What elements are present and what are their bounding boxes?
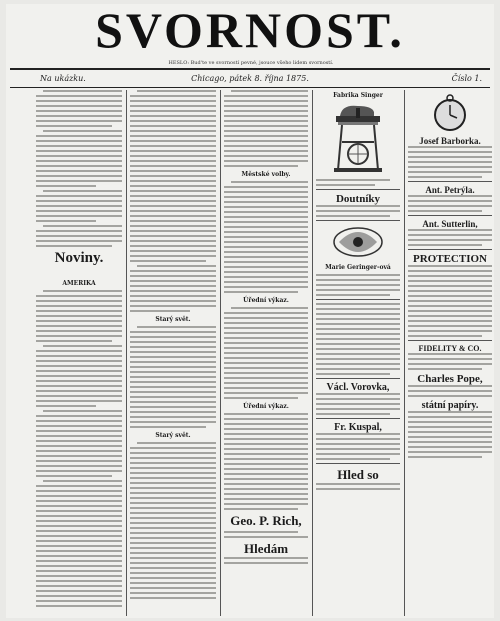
ad-text <box>408 195 492 212</box>
ad-vaclav: Václ. Vorovka, <box>326 382 390 393</box>
ad-papers: státní papíry. <box>421 400 479 411</box>
ad-barborka: Josef Barborka. <box>419 136 481 146</box>
column-1 <box>36 90 122 616</box>
ad-text <box>408 146 492 178</box>
ad-petryla: Ant. Petrýla. <box>425 185 475 195</box>
sewing-machine-illustration <box>328 102 388 176</box>
ad-text <box>316 179 400 186</box>
ad-text <box>408 411 492 458</box>
article-text <box>224 181 308 293</box>
headline-vykaz: Úřední výkaz. <box>243 297 289 304</box>
column-2 <box>130 90 216 616</box>
dateline-rule <box>10 87 490 88</box>
ad-fidelity: FIDELITY & CO. <box>418 344 482 353</box>
column-divider <box>312 90 313 616</box>
ad-text <box>224 557 308 564</box>
issue-label: Na ukázku. <box>40 74 86 83</box>
column-3 <box>224 90 308 616</box>
article-text <box>36 90 122 247</box>
article-text <box>130 90 216 312</box>
column-divider <box>220 90 221 616</box>
ad-mostar: Marie Geringer-ová <box>325 264 391 271</box>
clock-illustration <box>430 93 470 133</box>
column-divider <box>126 90 127 616</box>
masthead-rule <box>10 68 490 70</box>
ad-kuspal: Fr. Kuspal, <box>334 422 382 433</box>
section-noviny: Noviny. <box>54 250 104 266</box>
article-text <box>224 307 308 399</box>
ad-rich: Geo. P. Rich, <box>230 513 302 528</box>
ad-text <box>316 433 400 460</box>
headline-stary-svet-2: Starý svět. <box>155 432 191 439</box>
article-text <box>130 442 216 599</box>
ad-pope: Charles Pope, <box>417 373 483 385</box>
section-amerika: AMERIKA <box>62 280 96 287</box>
masthead-tagline: HESLO: Bud'te ve svorností pevné, jsouce všeho lidem svorností. <box>168 60 334 66</box>
article-text <box>130 326 216 428</box>
ad-text <box>408 385 492 397</box>
column-5 <box>408 90 492 616</box>
ad-text <box>408 229 492 246</box>
ad-hled: Hled so <box>337 467 379 482</box>
ad-singer: Fabrika Singer <box>333 92 383 99</box>
ad-cigar: Doutníky <box>335 193 381 205</box>
ad-text <box>316 303 400 375</box>
newspaper-title: SVORNOST. <box>95 2 405 58</box>
ad-text <box>408 353 492 370</box>
ad-text <box>316 274 400 296</box>
ad-text <box>316 393 400 415</box>
ad-hledam: Hledám <box>243 541 289 556</box>
wreath-illustration <box>331 224 385 260</box>
article-text <box>36 290 122 607</box>
ad-protection: PROTECTION <box>413 253 487 265</box>
article-text <box>224 413 308 510</box>
masthead <box>6 4 494 60</box>
column-divider <box>404 90 405 616</box>
dateline: Chicago, pátek 8. října 1875. <box>191 74 309 83</box>
ad-text <box>316 483 400 490</box>
headline-stary-svet: Starý svět. <box>155 316 191 323</box>
ad-text <box>408 265 492 337</box>
article-text <box>224 90 308 167</box>
column-4 <box>316 90 400 616</box>
ad-text <box>224 531 308 538</box>
section-note <box>36 270 122 276</box>
issue-number: Číslo 1. <box>451 74 482 83</box>
ad-sutterlin: Ant. Sutterlin, <box>422 219 478 229</box>
headline-vykaz-2: Úřední výkaz. <box>243 403 289 410</box>
issue-line <box>10 72 490 86</box>
headline-volby: Městské volby. <box>241 171 291 178</box>
newspaper-page <box>6 4 494 618</box>
ad-text <box>316 205 400 217</box>
